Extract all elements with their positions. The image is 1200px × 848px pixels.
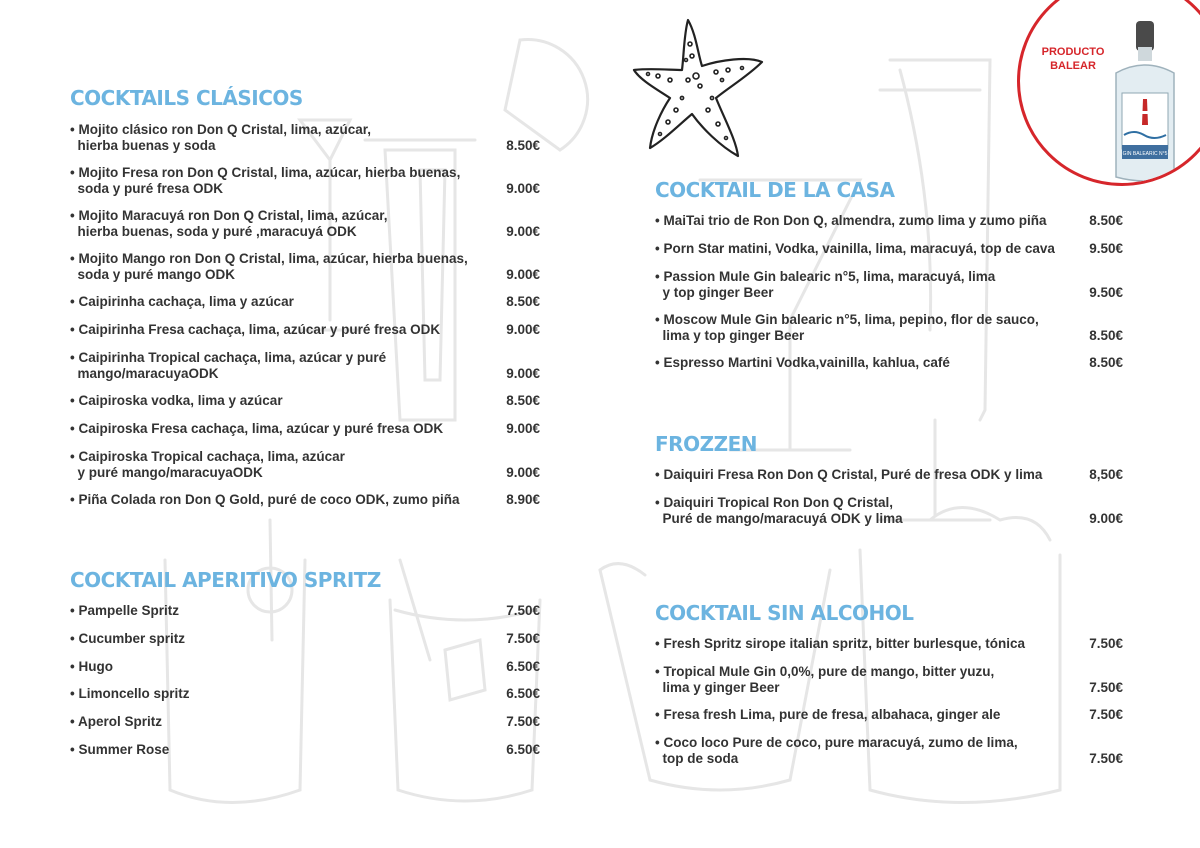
item-name: • MaiTai trio de Ron Don Q, almendra, zumo lima y zumo piña xyxy=(655,213,1047,228)
menu-item xyxy=(655,312,1123,344)
menu-item xyxy=(70,322,540,338)
menu-item xyxy=(70,294,540,310)
item-name: • Moscow Mule Gin balearic n°5, lima, pepino, flor de sauco, lima y top ginger Beer xyxy=(655,312,1039,343)
svg-text:GIN BALEARIC N°5: GIN BALEARIC N°5 xyxy=(1122,151,1168,157)
item-price: 7.50€ xyxy=(1089,636,1123,651)
menu-item xyxy=(70,449,540,481)
menu-item xyxy=(655,213,1123,229)
menu-item xyxy=(70,421,540,437)
menu-item xyxy=(655,269,1123,301)
item-name: • Limoncello spritz xyxy=(70,686,190,701)
menu-item xyxy=(655,241,1123,257)
menu-item xyxy=(70,714,540,730)
item-price: 8.90€ xyxy=(506,492,540,507)
item-name: • Aperol Spritz xyxy=(70,714,162,729)
item-name: • Mojito Maracuyá ron Don Q Cristal, lima, azúcar, hierba buenas, soda y puré ,maracuyá ODK xyxy=(70,208,388,239)
item-price: 7.50€ xyxy=(506,714,540,729)
item-price: 8.50€ xyxy=(506,294,540,309)
menu-item xyxy=(655,707,1123,723)
item-name: • Daiquiri Tropical Ron Don Q Cristal, Puré de mango/maracuyá ODK y lima xyxy=(655,495,903,526)
item-name: • Caipirinha cachaça, lima y azúcar xyxy=(70,294,294,309)
item-name: • Summer Rose xyxy=(70,742,170,757)
menu-item xyxy=(70,251,540,283)
badge-text xyxy=(1028,45,1118,73)
item-price: 9.00€ xyxy=(506,322,540,337)
item-price: 9.00€ xyxy=(1089,511,1123,526)
badge-line-1: PRODUCTO xyxy=(1041,46,1105,58)
item-name: • Mojito clásico ron Don Q Cristal, lima, azúcar, hierba buenas y soda xyxy=(70,122,372,153)
section-title-sin-alcohol: COCKTAIL SIN ALCOHOL xyxy=(655,601,914,625)
item-price: 8.50€ xyxy=(1089,213,1123,228)
menu-item xyxy=(70,742,540,758)
item-price: 9.50€ xyxy=(1089,241,1123,256)
item-name: • Porn Star matini, Vodka, vainilla, lima, maracuyá, top de cava xyxy=(655,241,1055,256)
item-price: 9.00€ xyxy=(506,366,540,381)
item-name: • Caipiroska Tropical cachaça, lima, azúcar y puré mango/maracuyaODK xyxy=(70,449,345,480)
menu-item xyxy=(70,686,540,702)
menu-item xyxy=(70,350,540,382)
item-price: 8.50€ xyxy=(506,138,540,153)
section-title-cocktail-de-la-casa: COCKTAIL DE LA CASA xyxy=(655,178,895,202)
starfish-illustration xyxy=(628,14,778,164)
item-name: • Caipiroska Fresa cachaça, lima, azúcar y puré fresa ODK xyxy=(70,421,444,436)
menu-item xyxy=(70,122,540,154)
item-price: 9.50€ xyxy=(1089,285,1123,300)
item-price: 9.00€ xyxy=(506,421,540,436)
menu-item xyxy=(70,603,540,619)
gin-bottle-image xyxy=(1110,17,1180,186)
item-name: • Tropical Mule Gin 0,0%, pure de mango, bitter yuzu, lima y ginger Beer xyxy=(655,664,995,695)
item-price: 7.50€ xyxy=(506,603,540,618)
item-price: 6.50€ xyxy=(506,659,540,674)
item-price: 8,50€ xyxy=(1089,467,1123,482)
item-name: • Coco loco Pure de coco, pure maracuyá, zumo de lima, top de soda xyxy=(655,735,1018,766)
menu-item xyxy=(70,208,540,240)
item-name: • Daiquiri Fresa Ron Don Q Cristal, Puré de fresa ODK y lima xyxy=(655,467,1043,482)
item-name: • Passion Mule Gin balearic n°5, lima, maracuyá, lima y top ginger Beer xyxy=(655,269,996,300)
item-name: • Fresh Spritz sirope italian spritz, bitter burlesque, tónica xyxy=(655,636,1026,651)
item-price: 7.50€ xyxy=(1089,707,1123,722)
menu-item xyxy=(655,355,1123,371)
menu-item xyxy=(655,495,1123,527)
item-price: 9.00€ xyxy=(506,181,540,196)
item-name: • Mojito Fresa ron Don Q Cristal, lima, azúcar, hierba buenas, soda y puré fresa ODK xyxy=(70,165,461,196)
item-name: • Fresa fresh Lima, pure de fresa, albahaca, ginger ale xyxy=(655,707,1001,722)
item-name: • Mojito Mango ron Don Q Cristal, lima, azúcar, hierba buenas, soda y puré mango ODK xyxy=(70,251,468,282)
section-title-frozzen: FROZZEN xyxy=(655,432,757,456)
item-price: 6.50€ xyxy=(506,742,540,757)
item-price: 6.50€ xyxy=(506,686,540,701)
item-price: 8.50€ xyxy=(1089,355,1123,370)
item-name: • Cucumber spritz xyxy=(70,631,185,646)
menu-item xyxy=(655,636,1123,652)
item-price: 8.50€ xyxy=(506,393,540,408)
item-name: • Hugo xyxy=(70,659,113,674)
item-price: 7.50€ xyxy=(506,631,540,646)
item-price: 9.00€ xyxy=(506,267,540,282)
menu-item xyxy=(655,467,1123,483)
menu-item xyxy=(655,664,1123,696)
item-price: 9.00€ xyxy=(506,465,540,480)
badge-line-2: BALEAR xyxy=(1050,60,1096,72)
section-title-aperitivo-spritz: COCKTAIL APERITIVO SPRITZ xyxy=(70,568,381,592)
item-name: • Piña Colada ron Don Q Gold, puré de coco ODK, zumo piña xyxy=(70,492,460,507)
item-price: 7.50€ xyxy=(1089,680,1123,695)
item-name: • Pampelle Spritz xyxy=(70,603,180,618)
menu-item xyxy=(70,659,540,675)
item-name: • Caipirinha Tropical cachaça, lima, azúcar y puré mango/maracuyaODK xyxy=(70,350,387,381)
menu-item xyxy=(70,393,540,409)
section-title-cocktails-clasicos: COCKTAILS CLÁSICOS xyxy=(70,86,303,110)
item-price: 9.00€ xyxy=(506,224,540,239)
menu-item xyxy=(70,631,540,647)
item-name: • Espresso Martini Vodka,vainilla, kahlua, café xyxy=(655,355,950,370)
menu-item xyxy=(70,165,540,197)
menu-item xyxy=(655,735,1123,767)
item-name: • Caipirinha Fresa cachaça, lima, azúcar y puré fresa ODK xyxy=(70,322,441,337)
item-name: • Caipiroska vodka, lima y azúcar xyxy=(70,393,283,408)
item-price: 8.50€ xyxy=(1089,328,1123,343)
menu-item xyxy=(70,492,540,508)
item-price: 7.50€ xyxy=(1089,751,1123,766)
